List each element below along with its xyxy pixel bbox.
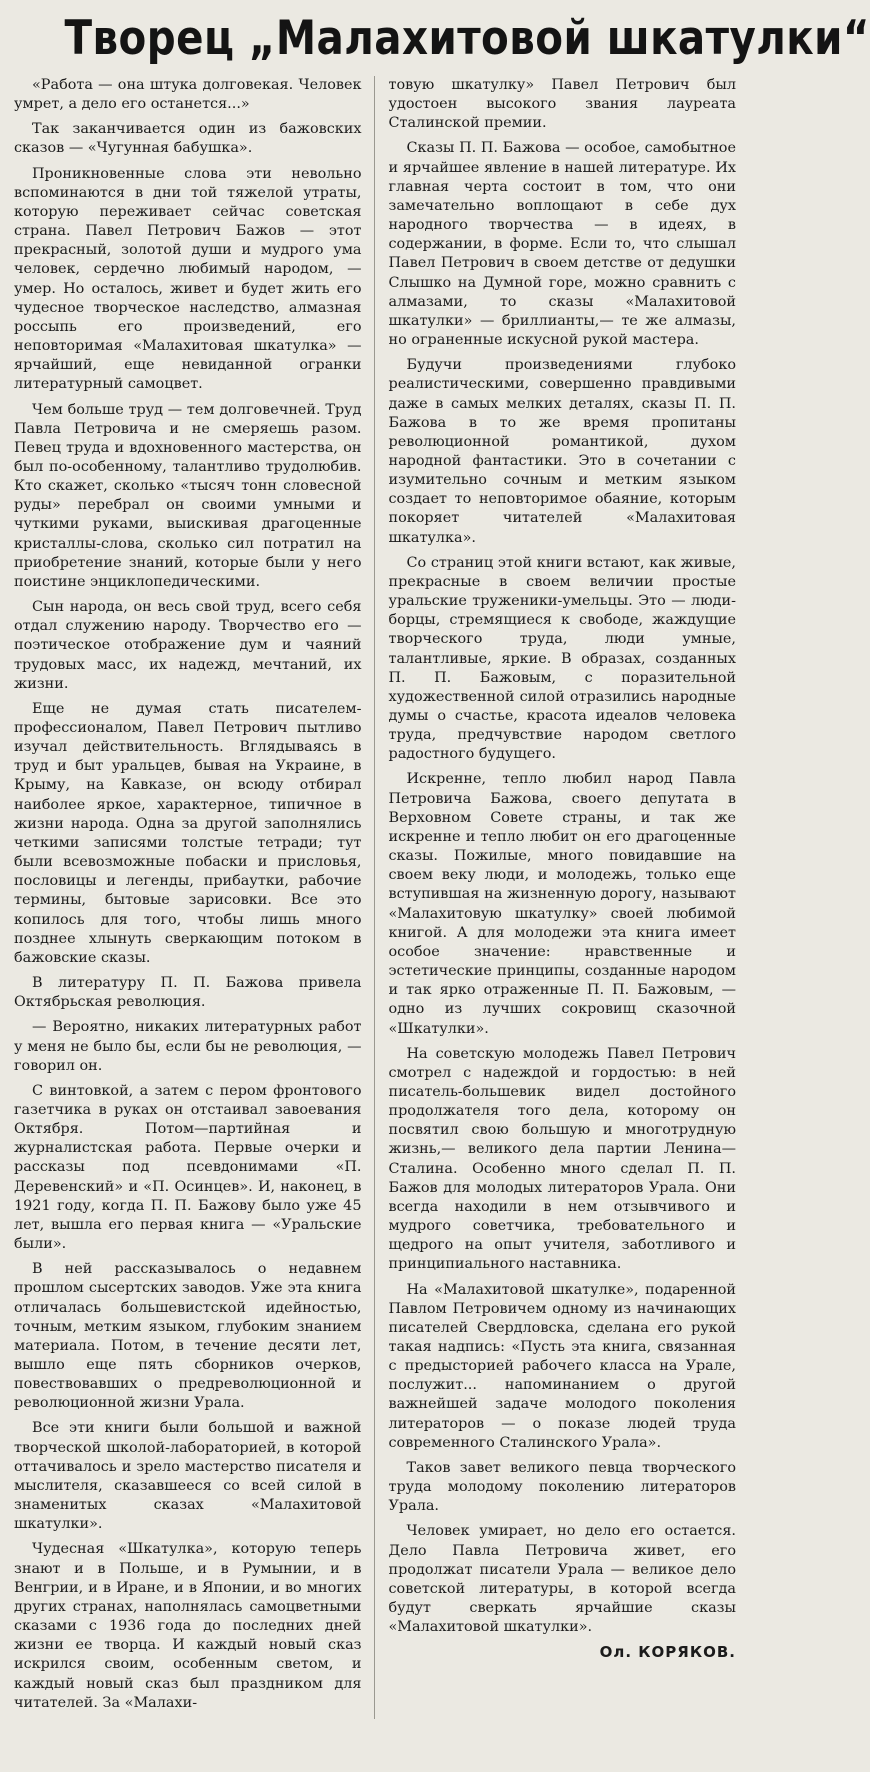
- paragraph: Человек умирает, но дело его остается. Дело Павла Петровича живет, его продолжат писатели Урала — великое дело советской литературы, в которой всегда будут сверкать ярчайшие сказы «Малахитовой шкатулки».: [388, 1523, 736, 1636]
- paragraph: Сын народа, он весь свой труд, всего себя отдал служению народу. Творчество его — поэтическое отображение дум и чаяний трудовых масс, их надежд, мечтаний, их жизни.: [14, 599, 362, 692]
- column-left: [14, 76, 375, 1719]
- paragraph: Сказы П. П. Бажова — особое, самобытное и ярчайшее явление в нашей литературе. Их главная черта состоит в том, что они замечательно воплощают в себе дух народного творчества — в идеях, в содержании, в форме. Если то, что слышал Павел Петрович в своем детстве от дедушки Слышко на Думной горе, можно сравнить с алмазами, то сказы «Малахитовой шкатулки» — бриллианты,— те же алмазы, но ограненные искусной рукой мастера.: [388, 140, 736, 349]
- paragraph: Еще не думая стать писателем-профессионалом, Павел Петрович пытливо изучал действительность. Вглядываясь в труд и быт уральцев, бывая на Украине, в Крыму, на Кавказе, он всюду отбирал наиболее яркое, характерное, типичное в жизни народа. Одна за другой заполнялись четкими записями толстые тетради; тут были всевозможные побаски и присловья, пословицы и легенды, прибаутки, рабочие термины, бытовые зарисовки. Все это копилось для того, чтобы лишь много позднее хлынуть сверкающим потоком в бажовские сказы.: [14, 700, 362, 966]
- paragraph: На «Малахитовой шкатулке», подаренной Павлом Петровичем одному из начинающих писателей Свердловска, сделана его рукой такая надпись: «Пусть эта книга, связанная с предысторией рабочего класса на Урале, послужит... напоминанием о другой важнейшей задаче молодого поколения литераторов — о показе людей труда современного Сталинского Урала».: [388, 1281, 736, 1451]
- paragraph: Будучи произведениями глубоко реалистическими, совершенно правдивыми даже в самых мелких деталях, сказы П. П. Бажова в то же время пропитаны революционной романтикой, духом народной фантастики. Это в сочетании с изумительно сочным и метким языком создает то неповторимое обаяние, которым покоряет читателей «Малахитовая шкатулка».: [388, 357, 736, 546]
- paragraph: Искренне, тепло любил народ Павла Петровича Бажова, своего депутата в Верховном Совете страны, и так же искренне и тепло любит он его драгоценные сказы. Пожилые, много повидавшие на своем веку люди, и молодежь, только еще вступившая на жизненную дорогу, называют «Малахитовую шкатулку» своей любимой книгой. А для молодежи эта книга имеет особое значение: нравственные и эстетические принципы, созданные народом и так ярко отраженные П. П. Бажовым, — одно из лучших сокровищ сказочной «Шкатулки».: [388, 771, 736, 1037]
- paragraph: Со страниц этой книги встают, как живые, прекрасные в своем величии простые уральские труженики-умельцы. Это — люди-борцы, стремящиеся к свободе, жаждущие творческого труда, люди умные, талантливые, яркие. В образах, созданных П. П. Бажовым, с поразительной художественной силой отразились народные думы о счастье, красота идеалов человека труда, предчувствие народом светлого радостного будущего.: [388, 554, 736, 763]
- paragraph: Чем больше труд — тем долговечней. Труд Павла Петровича и не смеряешь разом. Певец труда и вдохновенного мастерства, он был по-особенному, талантливо трудолюбив. Кто скажет, сколько «тысяч тонн словесной руды» перебрал он своими умными и чуткими руками, выискивая драгоценные кристаллы-слова, сколько сил потратил на приобретение знаний, которые были у него поистине энциклопедическими.: [14, 401, 362, 590]
- paragraph: Таков завет великого певца творческого труда молодому поколению литераторов Урала.: [388, 1459, 736, 1515]
- column-right-paragraphs: [389, 76, 737, 1637]
- paragraph: — Вероятно, никаких литературных работ у меня не было бы, если бы не революция, — говорил он.: [14, 1019, 362, 1074]
- column-right: [389, 76, 737, 1719]
- paragraph: С винтовкой, а затем с пером фронтового газетчика в руках он отстаивал завоевания Октября. Потом—партийная и журналистская работа. Первые очерки и рассказы под псевдонимами «П. Деревенский» и «П. Осинцев». И, наконец, в 1921 году, когда П. П. Бажову было уже 45 лет, вышла его первая книга — «Уральские были».: [14, 1082, 362, 1253]
- paragraph: На советскую молодежь Павел Петрович смотрел с надеждой и гордостью: в ней писатель-большевик видел достойного продолжателя того дела, которому он посвятил свою большую и многотрудную жизнь,— великого дела партии Ленина—Сталина. Особенно много сделал П. П. Бажов для молодых литераторов Урала. Они всегда находили в нем отзывчивого и мудрого советчика, требовательного и щедрого на опыт учителя, заботливого и принципиального наставника.: [388, 1045, 736, 1273]
- paragraph: Проникновенные слова эти невольно вспоминаются в дни той тяжелой утраты, которую переживает сейчас советская страна. Павел Петрович Бажов — этот прекрасный, золотой души и мудрого ума человек, сердечно любимый народом, — умер. Но осталось, живет и будет жить его чудесное творческое наследство, алмазная россыпь его произведений, его неповторимая «Малахитовая шкатулка» — ярчайший, еще невиданной огранки литературный самоцвет.: [14, 165, 362, 393]
- paragraph: В ней рассказывалось о недавнем прошлом сысертских заводов. Уже эта книга отличалась большевистской идейностью, точным, метким языком, глубоким знанием материала. Потом, в течение десяти лет, вышло еще пять сборников очерков, повествовавших о предреволюционной и революционной жизни Урала.: [14, 1261, 362, 1412]
- paragraph: В литературу П. П. Бажова привела Октябрьская революция.: [14, 975, 362, 1011]
- paragraph: товую шкатулку» Павел Петрович был удостоен высокого звания лауреата Сталинской премии.: [388, 77, 736, 132]
- paragraph: «Работа — она штука долговекая. Человек умрет, а дело его останется...»: [14, 77, 362, 113]
- article-body: [14, 76, 736, 1719]
- headline: Творец „Малахитовой шкатулки“: [64, 11, 870, 66]
- author-signature: Ол. КОРЯКОВ.: [599, 1643, 736, 1662]
- paragraph: Чудесная «Шкатулка», которую теперь знают и в Польше, и в Румынии, и в Венгрии, и в Иране, и в Японии, и во многих других странах, наполнялась самоцветными сказами с 1936 года до последних дней жизни ее творца. И каждый новый сказ искрился своим, особенным светом, и каждый новый сказ был праздником для читателей. За «Малахи-: [14, 1541, 362, 1711]
- paragraph: Так заканчивается один из бажовских сказов — «Чугунная бабушка».: [14, 121, 362, 157]
- paragraph: Все эти книги были большой и важной творческой школой-лабораторией, в которой оттачивалось и зрело мастерство писателя и мыслителя, сказавшееся со всей силой в знаменитых сказах «Малахитовой шкатулки».: [14, 1420, 362, 1533]
